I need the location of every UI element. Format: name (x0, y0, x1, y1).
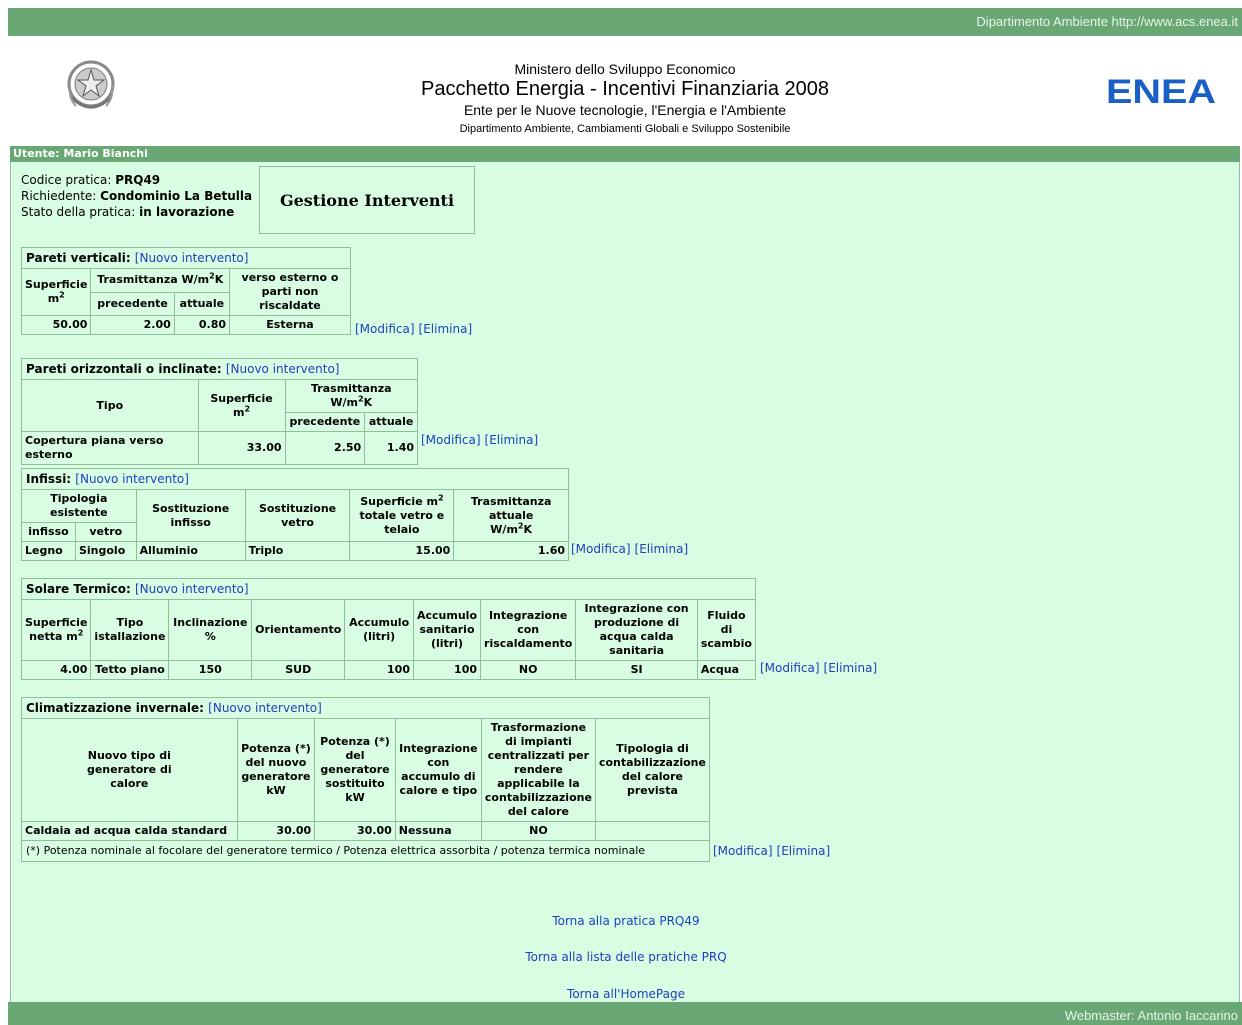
cell-sost-vetro: Triplo (245, 542, 350, 561)
cell-verso: Esterna (230, 316, 351, 335)
col-potenza-nuovo: Potenza (*) del nuovo generatore kW (237, 719, 315, 822)
cell-tipologia (595, 822, 709, 841)
new-intervention-link[interactable]: [Nuovo intervento] (225, 362, 340, 376)
elimina-link[interactable]: [Elimina] (823, 661, 878, 675)
svg-text:ENEA: ENEA (1106, 76, 1216, 106)
cell-superficie: 33.00 (198, 432, 285, 465)
col-precedente: precedente (91, 292, 174, 316)
main-panel (10, 162, 1240, 1002)
unit-k: K (523, 522, 533, 536)
row-actions (571, 542, 692, 556)
enea-logo (1105, 76, 1217, 106)
new-intervention-link[interactable]: [Nuovo intervento] (75, 472, 189, 486)
cell-superficie: 50.00 (22, 316, 91, 335)
modifica-link[interactable]: [Modifica] (421, 433, 481, 447)
modifica-link[interactable]: [Modifica] (760, 661, 820, 675)
practice-code: PRQ49 (115, 173, 161, 187)
cell-precedente: 2.50 (285, 432, 365, 465)
practice-info (21, 172, 252, 220)
cell-accumulo: 100 (345, 661, 414, 680)
col-trasmittanza: Trasmittanza W/m (97, 273, 210, 287)
col-attuale: attuale (365, 413, 418, 432)
cell-potenza-nuovo: 30.00 (237, 822, 315, 841)
col-superficie: Superficie netta m (25, 616, 88, 643)
status-label: Stato della pratica: (21, 205, 140, 219)
unit-wm: W/m (490, 522, 518, 536)
table-row (22, 432, 418, 465)
col-verso: verso esterno o parti non riscaldate (230, 269, 351, 316)
footer-bar (8, 1002, 1242, 1025)
new-intervention-link[interactable]: [Nuovo intervento] (134, 251, 249, 265)
cell-integrazione-acqua: SI (576, 661, 698, 680)
sup-2: 2 (59, 290, 65, 300)
page-header (8, 36, 1242, 146)
section-title: Climatizzazione invernale: (26, 701, 209, 715)
section-solare-termico (21, 578, 756, 680)
col-superficie: Superficie m (25, 278, 88, 305)
cell-fluido: Acqua (697, 661, 755, 680)
cell-attuale: 0.80 (174, 316, 229, 335)
col-precedente: precedente (285, 413, 365, 432)
unit-k: K (363, 396, 373, 409)
row-actions (421, 433, 542, 447)
cell-trasmittanza: 1.60 (454, 542, 569, 561)
cell-potenza-sostituito: 30.00 (315, 822, 396, 841)
cell-precedente: 2.00 (91, 316, 174, 335)
sup-2: 2 (517, 520, 524, 530)
ministry-title: Ministero dello Sviluppo Economico (514, 61, 736, 77)
elimina-link[interactable]: [Elimina] (484, 433, 539, 447)
practice-status: in lavorazione (139, 205, 235, 219)
cell-accumulo-sanitario: 100 (414, 661, 481, 680)
table-row (22, 661, 756, 680)
modifica-link[interactable]: [Modifica] (571, 542, 631, 556)
cell-integrazione: NO (481, 661, 576, 680)
col-sost-vetro: Sostituzione vetro (245, 490, 350, 542)
col-integrazione: Integrazione con riscaldamento (481, 600, 576, 661)
col-vetro: vetro (75, 523, 136, 542)
department-link[interactable]: Dipartimento Ambiente http://www.acs.enea.it (976, 14, 1238, 29)
section-pareti-verticali (21, 247, 351, 335)
cell-inclinazione: 150 (169, 661, 252, 680)
department-name: Dipartimento Ambiente, Cambiamenti Globali e Sviluppo Sostenibile (459, 123, 791, 135)
col-tipo: Tipo (22, 380, 199, 432)
col-orientamento: Orientamento (252, 600, 345, 661)
cell-superficie: 15.00 (350, 542, 454, 561)
sup-2: 2 (437, 492, 444, 502)
cell-orientamento: SUD (252, 661, 345, 680)
gestione-interventi-title: Gestione Interventi (259, 166, 475, 234)
top-bar (8, 8, 1242, 36)
col-tipologia: Tipologia esistente (22, 490, 137, 523)
modifica-link[interactable]: [Modifica] (713, 844, 773, 858)
sup-2: 2 (244, 403, 251, 413)
page-title: Pacchetto Energia - Incentivi Finanziaria 2008 (420, 78, 829, 100)
applicant-label: Richiedente: (21, 189, 101, 203)
elimina-link[interactable]: [Elimina] (776, 844, 831, 858)
unit-k: K (214, 273, 224, 287)
col-integrazione: Integrazione con accumulo di calore e tipo (395, 719, 481, 822)
applicant-name: Condominio La Betulla (100, 189, 253, 203)
user-label: Utente: Mario Bianchi (13, 147, 148, 160)
section-title: Infissi: (26, 472, 76, 486)
col-tipologia: Tipologia di contabilizzazione del calore prevista (595, 719, 709, 822)
col-attuale: attuale (174, 292, 229, 316)
home-link[interactable]: Torna all'HomePage (567, 987, 685, 1001)
col-trasmittanza: Trasmittanza W/m (311, 382, 392, 409)
user-bar (10, 146, 1240, 162)
row-actions (760, 661, 881, 675)
elimina-link[interactable]: [Elimina] (634, 542, 689, 556)
cell-attuale: 1.40 (365, 432, 418, 465)
back-to-practice-link[interactable]: Torna alla pratica PRQ49 (552, 914, 700, 928)
cell-vetro: Singolo (75, 542, 136, 561)
webmaster-credit: Webmaster: Antonio Iaccarino (1064, 1008, 1238, 1023)
col-superficie-sub: totale vetro e telaio (359, 508, 445, 536)
elimina-link[interactable]: [Elimina] (418, 322, 473, 336)
new-intervention-link[interactable]: [Nuovo intervento] (134, 582, 249, 596)
col-potenza-sostituito: Potenza (*) del generatore sostituito kW (315, 719, 396, 822)
col-fluido: Fluido di scambio (697, 600, 755, 661)
col-trasformazione: Trasformazione di impianti centralizzati per rendere applicabile la contabilizzazione del calore (481, 719, 595, 822)
section-title: Solare Termico: (26, 582, 135, 596)
section-climatizzazione (21, 697, 710, 862)
agency-name: Ente per le Nuove tecnologie, l'Energia e l'Ambiente (463, 102, 787, 118)
cell-sost-infisso: Alluminio (136, 542, 245, 561)
table-row (22, 542, 569, 561)
code-label: Codice pratica: (21, 173, 116, 187)
cell-integrazione: Nessuna (395, 822, 481, 841)
row-actions (713, 844, 834, 858)
col-tipo: Tipo istallazione (91, 600, 169, 661)
col-trasmittanza: Trasmittanza attuale (470, 494, 552, 522)
col-superficie: Superficie m (360, 494, 438, 508)
section-pareti-orizzontali (21, 358, 418, 465)
col-nuovo-generatore: Nuovo tipo di generatore di calore (22, 719, 238, 822)
cell-trasformazione: NO (481, 822, 595, 841)
cell-infisso: Legno (22, 542, 76, 561)
sup-2: 2 (209, 271, 215, 281)
col-superficie: Superficie m (210, 391, 273, 419)
row-actions (355, 322, 476, 336)
section-infissi (21, 468, 569, 561)
col-integrazione-acqua: Integrazione con produzione di acqua calda sanitaria (576, 600, 698, 661)
cell-tipo: Copertura piana verso esterno (22, 432, 199, 465)
col-infisso: infisso (22, 523, 76, 542)
table-row (22, 822, 710, 841)
cell-nuovo-generatore: Caldaia ad acqua calda standard (22, 822, 238, 841)
modifica-link[interactable]: [Modifica] (355, 322, 415, 336)
section-title: Pareti orizzontali o inclinate: (26, 362, 226, 376)
sup-2: 2 (358, 394, 364, 404)
table-row (22, 316, 351, 335)
section-title: Pareti verticali: (26, 251, 135, 265)
power-footnote: (*) Potenza nominale al focolare del generatore termico / Potenza elettrica assorbita / potenza termica nominale (22, 841, 710, 862)
col-inclinazione: Inclinazione % (169, 600, 252, 661)
sup-2: 2 (77, 628, 84, 638)
col-accumulo-sanitario: Accumulo sanitario (litri) (414, 600, 481, 661)
new-intervention-link[interactable]: [Nuovo intervento] (208, 701, 322, 715)
cell-superficie: 4.00 (22, 661, 91, 680)
back-to-list-link[interactable]: Torna alla lista delle pratiche PRQ (525, 950, 727, 964)
cell-tipo: Tetto piano (91, 661, 169, 680)
col-sost-infisso: Sostituzione infisso (136, 490, 245, 542)
col-accumulo: Accumulo (litri) (345, 600, 414, 661)
